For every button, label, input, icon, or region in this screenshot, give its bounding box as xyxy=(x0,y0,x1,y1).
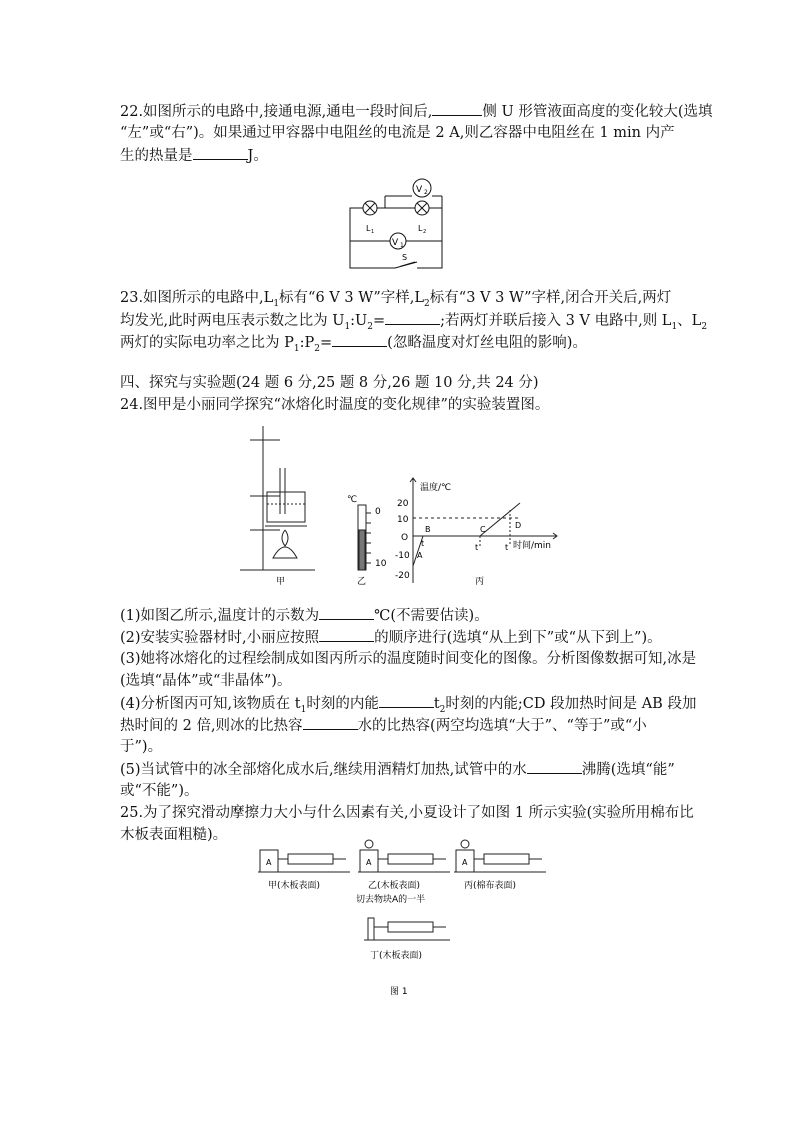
graph-xlabel: 时间/min xyxy=(513,541,552,551)
t-label: t xyxy=(475,543,479,552)
v1-sub: 1 xyxy=(400,242,404,249)
y-tick: 10 xyxy=(397,515,409,525)
q24-p2: (2)安装实验器材时,小丽应按照 的顺序进行(选填“从上到下”或“从下到上”)。 xyxy=(120,627,662,648)
q24-p4b: 热时间的 2 倍,则冰的比热容 水的比热容(两空均选填“大于”、“等于”或“小 xyxy=(120,715,647,736)
switch-label: S xyxy=(402,253,408,262)
v2-label: V xyxy=(416,185,423,195)
q24-p1: (1)如图乙所示,温度计的示数为 ℃(不需要估读)。 xyxy=(120,605,489,626)
answer-blank[interactable] xyxy=(385,310,440,325)
q24-intro: 24.图甲是小丽同学探究“冰熔化时温度的变化规律”的实验装置图。 xyxy=(120,397,550,413)
label-bing: 丙(棉布表面) xyxy=(464,881,517,891)
answer-blank[interactable] xyxy=(303,715,358,730)
label-yi: 乙 xyxy=(357,577,367,587)
thermo-unit: ℃ xyxy=(347,495,358,505)
t-label: t xyxy=(421,539,425,548)
point-label: A xyxy=(417,551,423,560)
label-ding: 丁(木板表面) xyxy=(370,951,423,961)
q22-line1 xyxy=(120,101,713,122)
q22-text: 侧 U 形管液面高度的变化较大(选填 xyxy=(482,104,713,120)
v1-label: V xyxy=(392,238,399,248)
answer-blank[interactable] xyxy=(319,605,374,620)
answer-blank[interactable] xyxy=(319,627,374,642)
thermo-10: 10 xyxy=(375,559,387,569)
point-label: C xyxy=(480,525,486,534)
l1-sub: 1 xyxy=(371,229,375,235)
y-tick: O xyxy=(401,533,409,543)
answer-blank[interactable] xyxy=(432,101,482,116)
thermo-0: 0 xyxy=(375,507,381,517)
block-label: A xyxy=(266,858,272,867)
q22-line3 xyxy=(120,145,268,166)
answer-blank[interactable] xyxy=(527,759,582,774)
figure-caption: 图 1 xyxy=(390,987,408,997)
l2-sub: 2 xyxy=(423,229,427,235)
graph-ylabel: 温度/℃ xyxy=(420,483,452,493)
block-label: A xyxy=(366,858,372,867)
q24-p3a: (3)她将冰熔化的过程绘制成如图丙所示的温度随时间变化的图像。分析图像数据可知,冰是 xyxy=(120,651,697,667)
answer-blank[interactable] xyxy=(193,145,248,160)
label-jia: 甲 xyxy=(276,577,286,587)
y-tick: -10 xyxy=(395,551,410,561)
point-label: B xyxy=(425,525,431,534)
label-yi: 乙(木板表面) xyxy=(368,881,421,891)
section-heading: 四、探究与实验题(24 题 6 分,25 题 8 分,26 题 10 分,共 24 分) xyxy=(120,375,539,391)
q22-line2: “左”或“右”)。如果通过甲容器中电阻丝的电流是 2 A,则乙容器中电阻丝在 1 min 内产 xyxy=(120,125,675,141)
q22-text: J。 xyxy=(247,148,268,164)
label-jia: 甲(木板表面) xyxy=(268,881,321,891)
l1-label: L xyxy=(366,224,371,233)
q24-p5b: 或“不能”)。 xyxy=(120,783,199,799)
q24-p4a: (4)分析图丙可知,该物质在 $t_1$时刻的内能 $t_2$时刻的内能;CD 段加热时间是 AB 段加 xyxy=(120,693,696,720)
q23-line3: 两灯的实际电功率之比为 $P_1:P_2=$ (忽略温度对灯丝电阻的影响)。 xyxy=(120,332,587,359)
v2-sub: 2 xyxy=(424,189,428,196)
y-tick: 20 xyxy=(397,499,409,509)
q24-p3b: (选填“晶体”或“非晶体”)。 xyxy=(120,673,292,689)
fig25-friction xyxy=(250,836,550,1006)
q22-text: 22.如图所示的电路中,接通电源,通电一段时间后, xyxy=(120,104,433,120)
y-tick: -20 xyxy=(395,571,410,581)
label-bing: 丙 xyxy=(475,577,485,587)
q24-p5a: (5)当试管中的冰全部熔化成水后,继续用酒精灯加热,试管中的水 沸腾(选填“能” xyxy=(120,759,675,780)
l2-label: L xyxy=(418,224,423,233)
q25-line2: 木板表面粗糙)。 xyxy=(120,827,228,843)
block-label: A xyxy=(462,858,468,867)
answer-blank[interactable] xyxy=(332,332,387,347)
q23-line2: 均发光,此时两电压表示数之比为 $U_1:U_2=$ ;若两灯并联后接入 3 V 电路中,则 $L_1$、$L_2$ xyxy=(120,310,707,337)
point-label: D xyxy=(515,521,522,530)
cut-note: 切去物块A的一半 xyxy=(356,895,426,905)
q22-text: 生的热量是 xyxy=(120,148,193,164)
q23-line1: 23.如图所示的电路中$,L_1$标有“6 V 3 W”字样$,L_2$标有“3 V 3 W”字样,闭合开关后,两灯 xyxy=(120,290,672,309)
q24-p4c: 于”)。 xyxy=(120,739,163,755)
answer-blank[interactable] xyxy=(379,693,434,708)
t-label: t xyxy=(505,543,509,552)
circuit-diagram xyxy=(340,178,450,273)
q25-line1: 25.为了探究滑动摩擦力大小与什么因素有关,小夏设计了如图 1 所示实验(实验所用棉布比 xyxy=(120,805,694,821)
fig24-apparatus xyxy=(235,418,575,588)
